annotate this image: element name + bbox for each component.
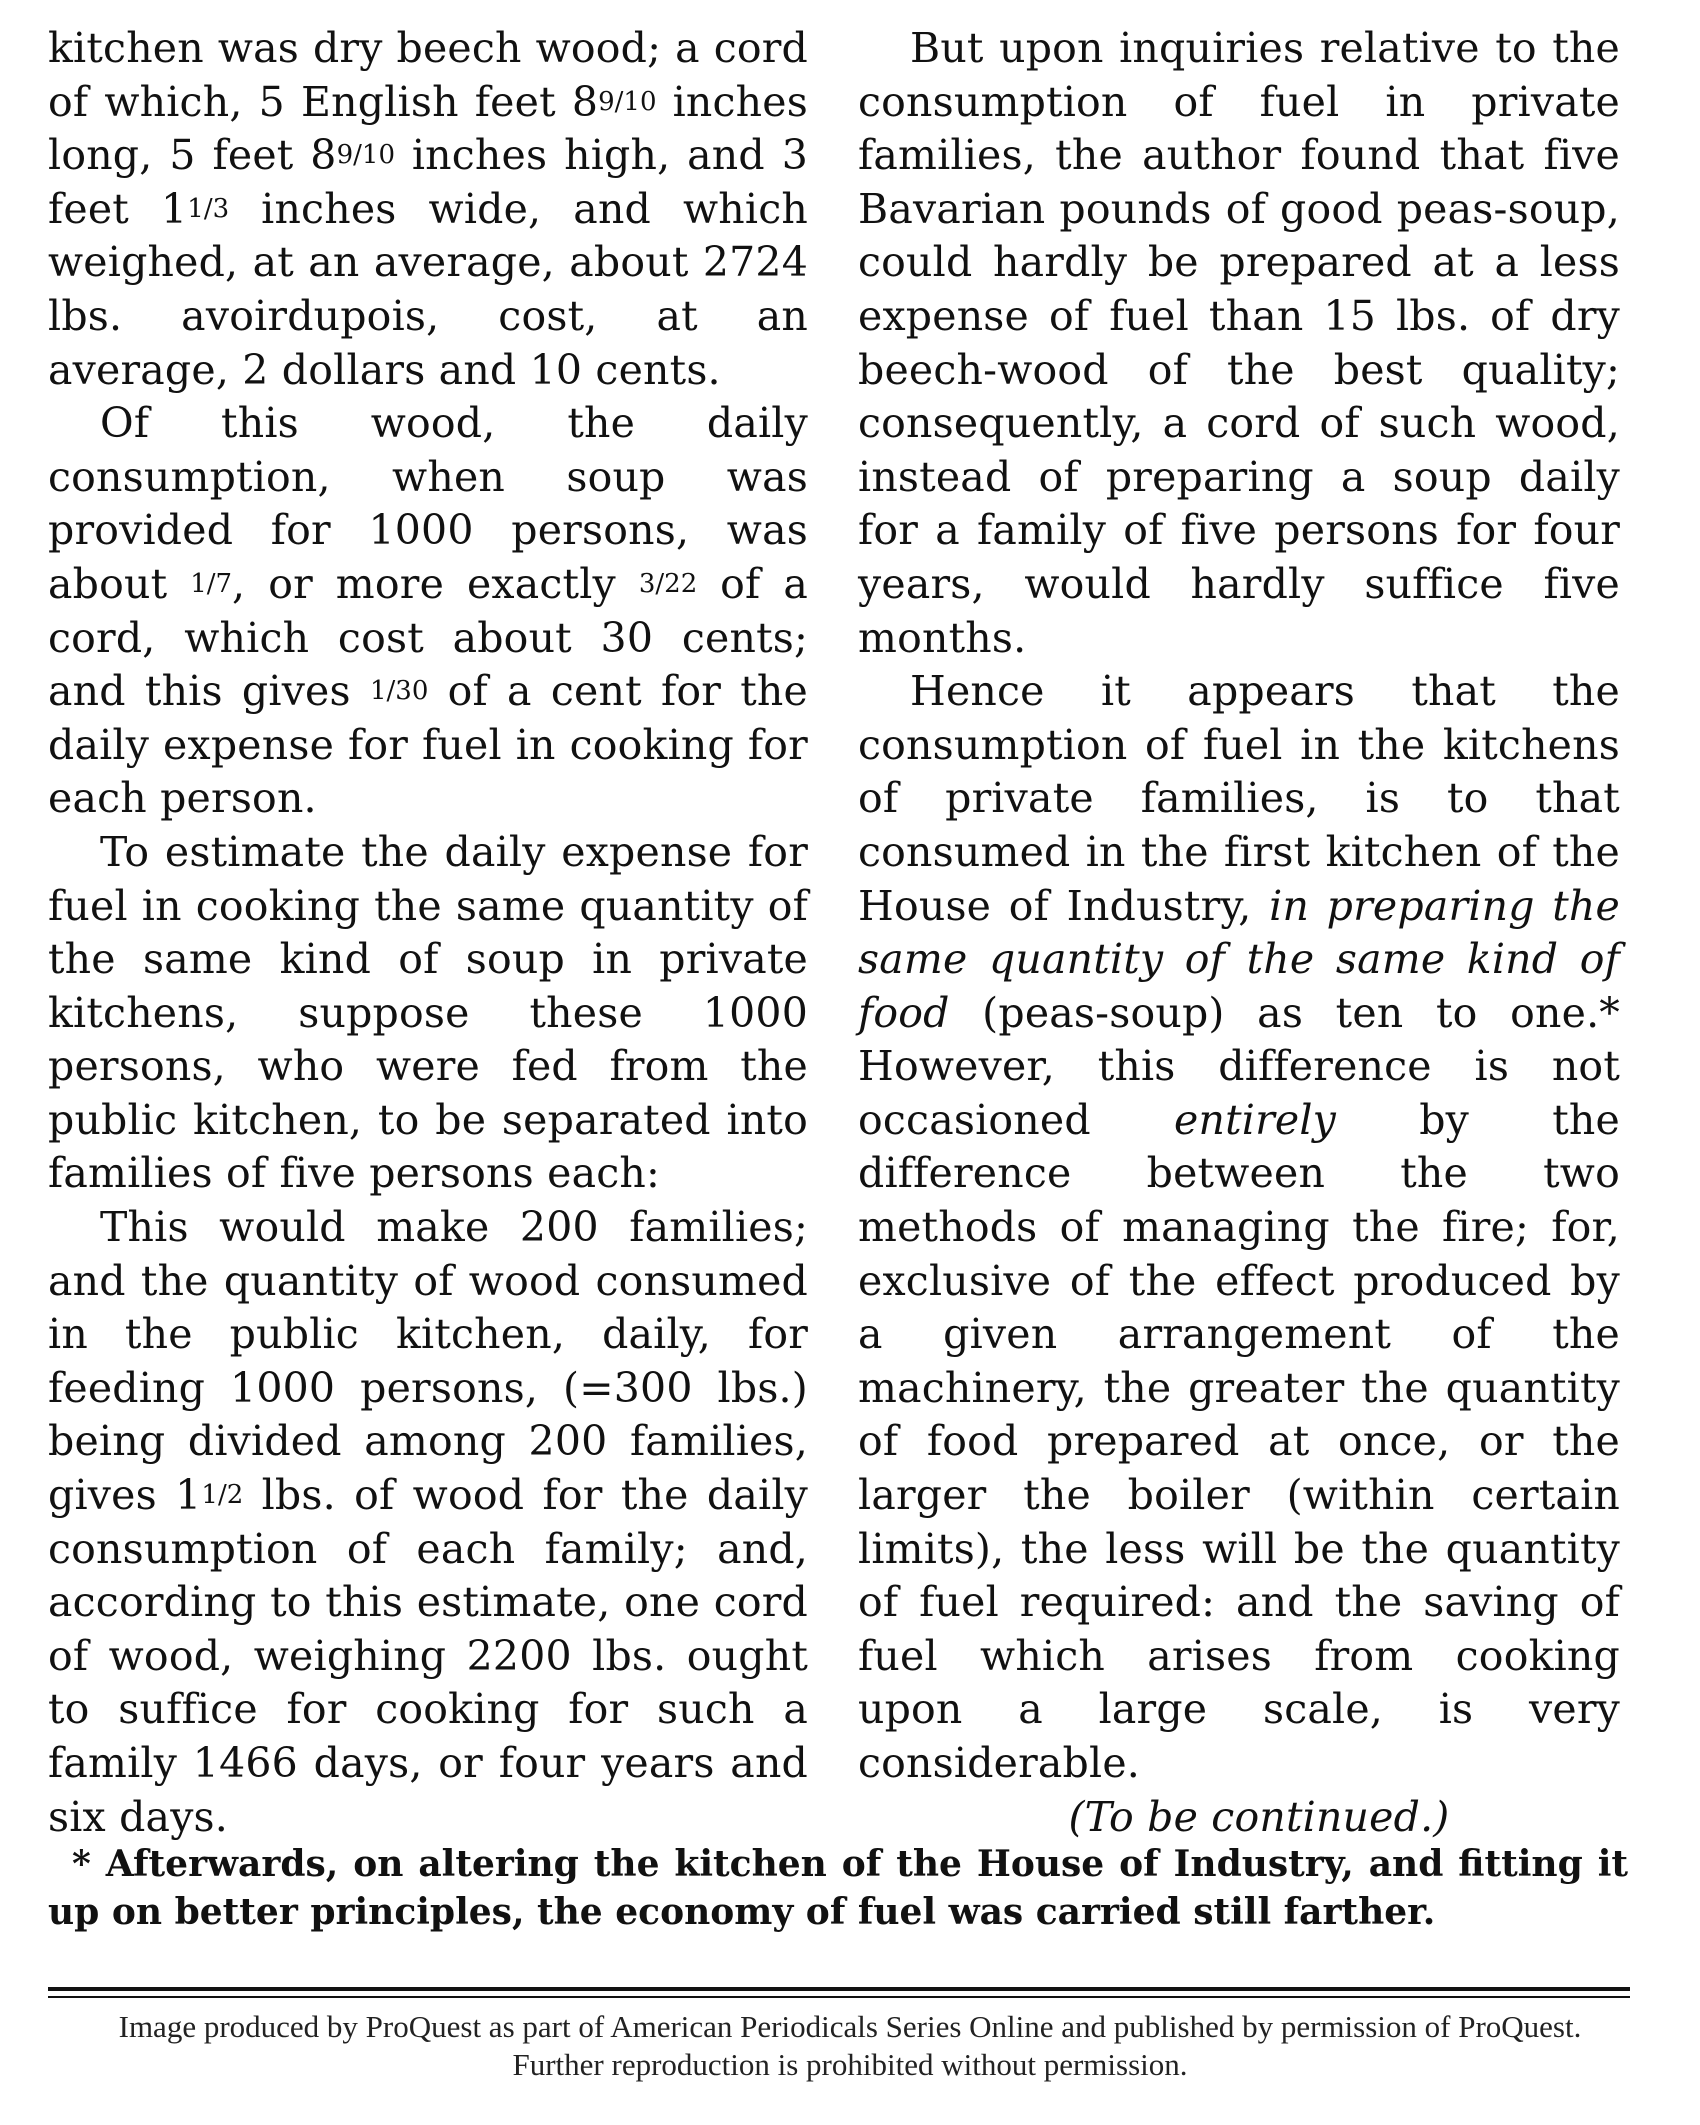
text-run: lbs. of wood for the daily consumption of each family; and, according to this estimate, one cord of wood, weighing 2200 lbs. ought to suffice for cooking for such a family 1466 days, or four years and six days. (48, 1471, 808, 1841)
text-run: Hence it appears that the consumption of fuel in the kitchens of private families, is to that consumed in the first kitchen of the House of Industry, (858, 667, 1620, 930)
footnote: * Afterwards, on altering the kitchen of the House of Industry, and fitting it up on better principles, the economy of fuel was carried still farther. (48, 1843, 1628, 1933)
text-run: of a cord, which cost about 30 cents; and this gives (48, 559, 808, 716)
text-run: inches high, and 3 feet 1 (48, 131, 808, 233)
fraction: 1/3 (187, 193, 230, 224)
divider-rule-thin (48, 1996, 1630, 1998)
paragraph-inquiries: But upon inquiries relative to the consumption of fuel in private families, the author found that five Bavarian pounds of good peas-soup, could hardly be prepared at a less expense of fuel than 15 lbs. of dry beech-wood of the best quality; consequently, a cord of such wood, instead of preparing a soup daily for a family of five persons for four years, would hardly suffice five months. (858, 24, 1620, 662)
text-run: inches wide, and which weighed, at an average, about 2724 lbs. avoirdupois, cost, at an average, 2 dollars and 10 cents. (48, 184, 808, 394)
paragraph-estimate: To estimate the daily expense for fuel in cooking the same quantity of the same kind of soup in private kitchens, suppose these 1000 persons, who were fed from the public kitchen, to be separated into families of five persons each: (48, 827, 808, 1198)
fraction: 3/22 (638, 568, 698, 599)
paragraph-cord-description (48, 22, 808, 397)
credit-line: Image produced by ProQuest as part of American Periodicals Series Online and published by permission of ProQuest. (118, 2009, 1582, 2044)
text-run: by the difference between the two methods of managing the fire; for, exclusive of the effect produced by a given arrangement of the machinery, the greater the quantity of food prepared at once, or the larger the boiler (within certain limits), the less will be the quantity of fuel required: and the saving of fuel which arises from cooking upon a large scale, is very considerable. (858, 1095, 1620, 1787)
credit-line: Further reproduction is prohibited without permission. (512, 2047, 1188, 2082)
text-run: of a cent for the daily expense for fuel in cooking for each person. (48, 667, 808, 823)
paragraph-comparison (858, 665, 1620, 1790)
to-be-continued: (To be continued.) (1068, 1792, 1450, 1841)
paragraph-daily-consumption (48, 397, 808, 826)
left-column (48, 22, 808, 1844)
italic-text: in preparing the same quantity of the same kind of food (858, 881, 1620, 1037)
text-run: This would make 200 families; and the quantity of wood consumed in the public kitchen, daily, for feeding 1000 persons, (=300 lbs.) being divided among 200 families, gives 1 (48, 1203, 808, 1520)
divider-rule (48, 1987, 1630, 1991)
italic-text: entirely (1174, 1095, 1337, 1144)
text-run: Of this wood, the daily consumption, when soup was provided for 1000 persons, was about (48, 399, 808, 608)
text-run: , or more exactly (232, 559, 639, 608)
text-run: inches long, 5 feet 8 (48, 77, 808, 180)
fraction: 1/2 (201, 1480, 244, 1511)
paragraph-families (48, 1201, 808, 1844)
fraction: 1/30 (369, 676, 429, 707)
text-run: kitchen was dry beech wood; a cord of which, 5 English feet 8 (48, 24, 808, 126)
fraction: 1/7 (190, 568, 233, 599)
right-column (858, 22, 1620, 1844)
fraction: 9/10 (336, 140, 395, 171)
proquest-credit (0, 2008, 1700, 2084)
fraction: 9/10 (598, 86, 657, 117)
text-run: (peas-soup) as ten to one.* However, this difference is not occasioned (858, 988, 1620, 1144)
